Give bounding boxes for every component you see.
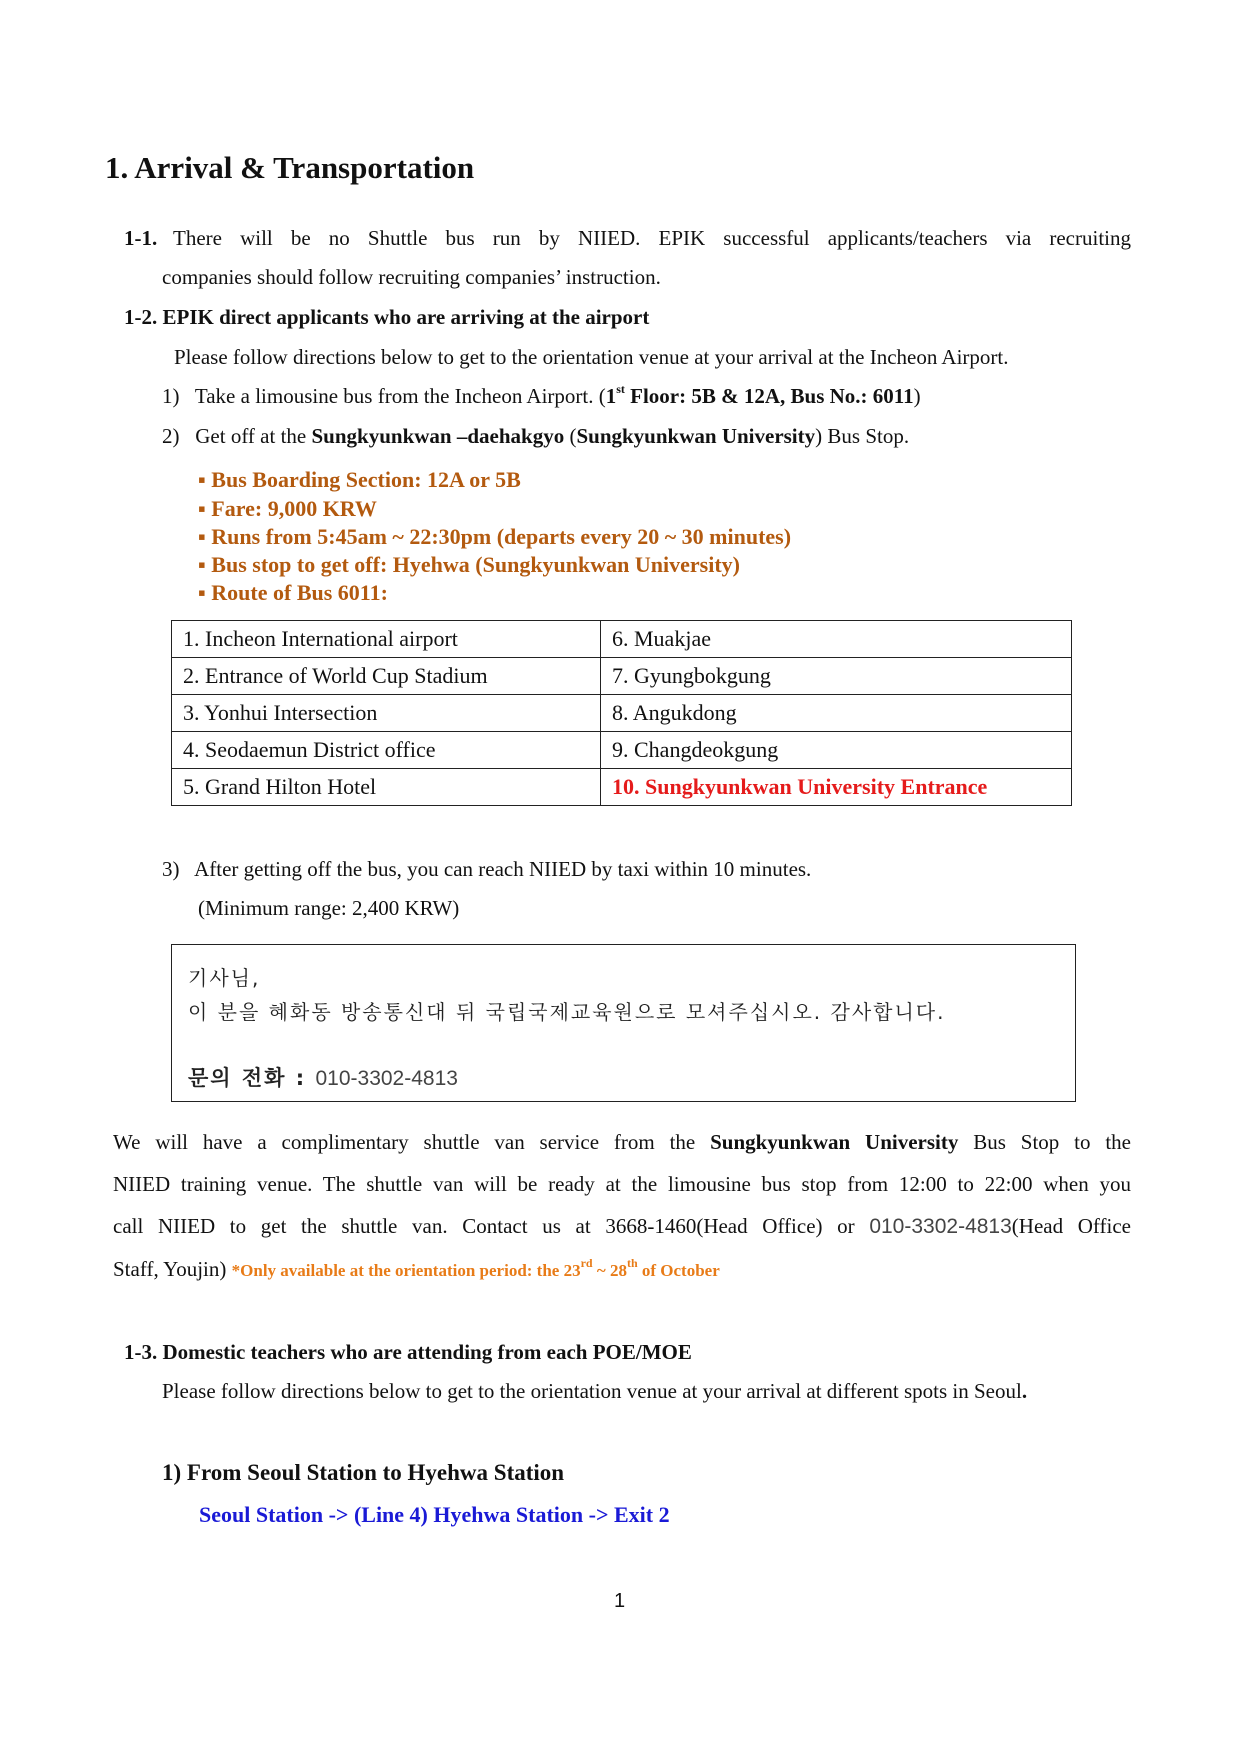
route-stop: 6. Muakjae (601, 621, 1072, 658)
bullet-fare: ▪ Fare: 9,000 KRW (198, 496, 377, 521)
step-1 (162, 384, 921, 409)
route-heading-seoul-station: 1) From Seoul Station to Hyehwa Station (162, 1460, 565, 1485)
subsection-intro-1-3 (162, 1379, 1027, 1404)
item-1-1-line1: There will be no Shuttle bus run by NIIED. EPIK successful applicants/teachers via recruiting (173, 226, 1131, 250)
korean-greeting: 기사님, (188, 966, 261, 990)
step-3 (162, 857, 811, 882)
route-stop: 5. Grand Hilton Hotel (172, 769, 601, 806)
table-row (172, 732, 1072, 769)
bullet-boarding-section: ▪ Bus Boarding Section: 12A or 5B (198, 467, 521, 492)
section-heading: 1. Arrival & Transportation (105, 150, 475, 185)
contact-label: 문의 전화 : (188, 1066, 307, 1090)
table-row (172, 658, 1072, 695)
shuttle-phone: 010-3302-4813 (869, 1215, 1012, 1238)
shuttle-line3 (113, 1214, 1131, 1239)
step-text-mid: ( (564, 424, 577, 448)
route-stop: 1. Incheon International airport (172, 621, 601, 658)
route-seoul-to-hyehwa: Seoul Station -> (Line 4) Hyehwa Station -> Exit 2 (199, 1502, 670, 1527)
bullet-bus-stop: ▪ Bus stop to get off: Hyehwa (Sungkyunkwan University) (198, 552, 740, 577)
step-text-end: ) (913, 384, 921, 408)
table-row (172, 695, 1072, 732)
floor-number: 1 (605, 384, 617, 408)
note-text: *Only available at the orientation period: the 23 (231, 1261, 581, 1280)
intro-text: Please follow directions below to get to the orientation venue at your arrival at different spots in Seoul (162, 1379, 1022, 1403)
step-2 (162, 424, 909, 449)
bus-info: Floor: 5B & 12A, Bus No.: 6011 (624, 384, 914, 408)
route-stop: 8. Angukdong (601, 695, 1072, 732)
bus-route-table (171, 620, 1072, 806)
shuttle-stop-name: Sungkyunkwan University (710, 1130, 959, 1154)
table-row (172, 621, 1072, 658)
bullet-route: ▪ Route of Bus 6011: (198, 580, 388, 605)
table-row (172, 769, 1072, 806)
bus-stop-name: Sungkyunkwan –daehakgyo (311, 424, 565, 448)
subsection-title-1-2: 1-2. EPIK direct applicants who are arriving at the airport (124, 305, 650, 329)
step-number: 1) (162, 384, 180, 408)
route-stop: 3. Yonhui Intersection (172, 695, 601, 732)
subsection-intro-1-2: Please follow directions below to get to the orientation venue at your arrival at the Incheon Airport. (174, 345, 1009, 369)
note-sup: th (626, 1256, 638, 1271)
note-text: of October (637, 1261, 720, 1280)
availability-note (231, 1256, 720, 1280)
shuttle-line4 (113, 1257, 720, 1282)
step-text: Get off at the (195, 424, 312, 448)
route-stop: 9. Changdeokgung (601, 732, 1072, 769)
shuttle-text: call NIIED to get the shuttle van. Contact us at 3668-1460(Head Office) or (113, 1214, 870, 1238)
note-text: ~ 28 (592, 1261, 627, 1280)
step-text-end: ) Bus Stop. (815, 424, 910, 448)
contact-phone: 010-3302-4813 (315, 1067, 458, 1090)
shuttle-text: We will have a complimentary shuttle van service from the (113, 1130, 711, 1154)
step-number: 2) (162, 424, 180, 448)
shuttle-text: Staff, Youjin) (113, 1257, 232, 1281)
shuttle-text: Bus Stop to the (958, 1130, 1131, 1154)
korean-directions: 이 분을 혜화동 방송통신대 뒤 국립국제교육원으로 모셔주십시오. 감사합니다. (188, 1000, 946, 1024)
intro-period: . (1021, 1379, 1028, 1403)
university-name: Sungkyunkwan University (576, 424, 816, 448)
floor-suffix: st (616, 382, 625, 396)
bullet-runs: ▪ Runs from 5:45am ~ 22:30pm (departs every 20 ~ 30 minutes) (198, 524, 792, 549)
route-stop: 7. Gyungbokgung (601, 658, 1072, 695)
item-1-1-line2: companies should follow recruiting companies’ instruction. (162, 265, 661, 289)
page-number: 1 (614, 1590, 626, 1612)
item-number-1-1: 1-1. (124, 226, 158, 250)
note-sup: rd (580, 1256, 593, 1271)
contact-line (188, 1062, 458, 1092)
minimum-fare-note: (Minimum range: 2,400 KRW) (198, 896, 460, 920)
route-stop: 2. Entrance of World Cup Stadium (172, 658, 601, 695)
route-stop-destination: 10. Sungkyunkwan University Entrance (601, 769, 1072, 806)
taxi-driver-note-box (171, 944, 1076, 1102)
step-number: 3) (162, 857, 180, 881)
subsection-title-1-3: 1-3. Domestic teachers who are attending from each POE/MOE (124, 1340, 692, 1364)
step-text: Take a limousine bus from the Incheon Airport. ( (194, 384, 606, 408)
shuttle-line1 (113, 1130, 1131, 1155)
route-stop: 4. Seodaemun District office (172, 732, 601, 769)
step-text: After getting off the bus, you can reach NIIED by taxi within 10 minutes. (194, 857, 812, 881)
shuttle-line2: NIIED training venue. The shuttle van will be ready at the limousine bus stop from 12:00 to 22:00 when you (113, 1172, 1131, 1196)
shuttle-text: (Head Office (1011, 1214, 1131, 1238)
